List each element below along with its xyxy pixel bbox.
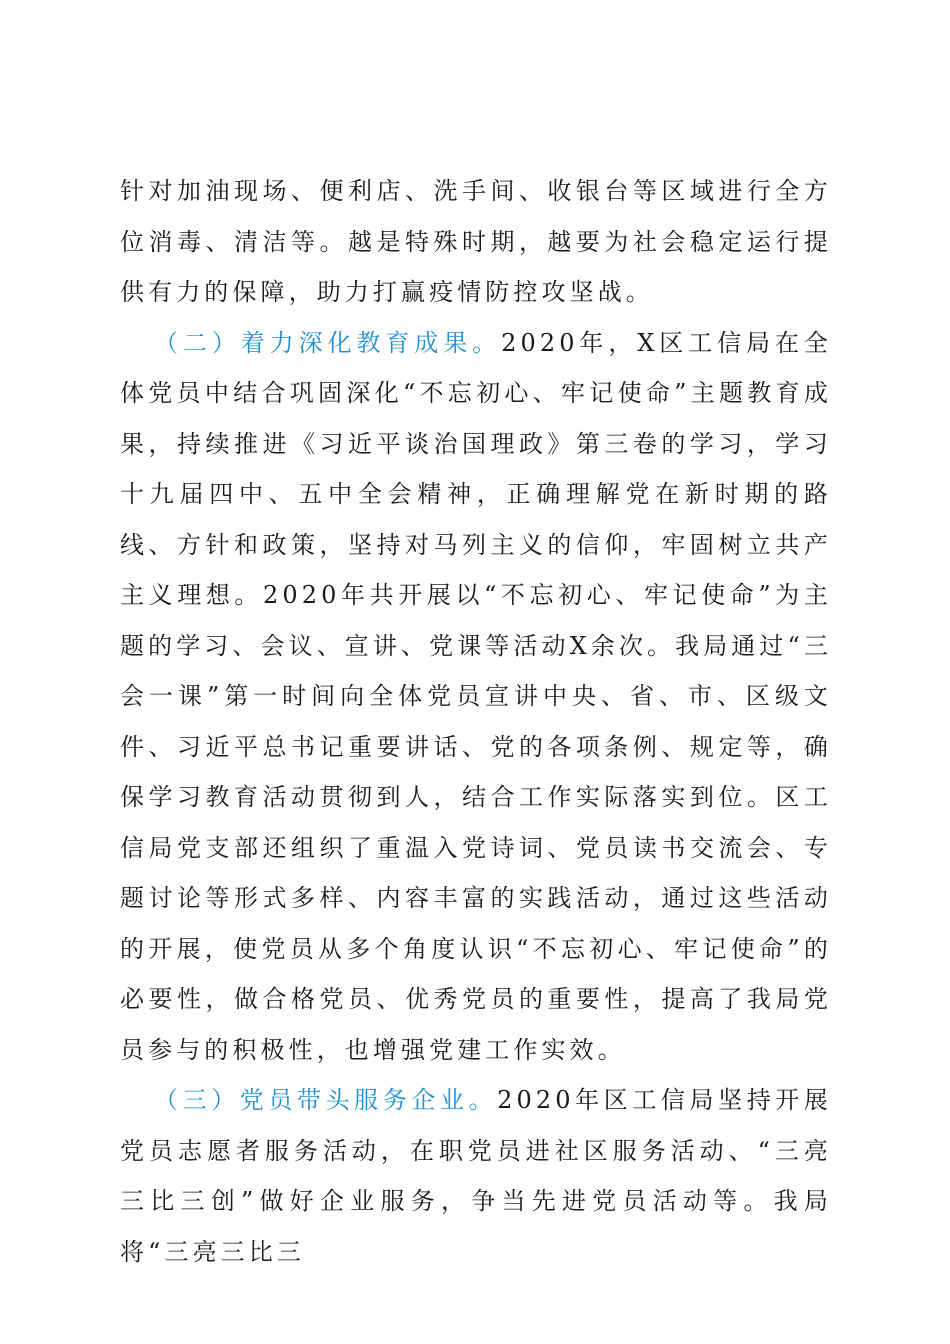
- section-heading: （二）着力深化教育成果。: [154, 328, 502, 357]
- paragraph-text: 2020年，X区工信局在全体党员中结合巩固深化“不忘初心、牢记使命”主题教育成果，持续推进《习近平谈治国理政》第三卷的学习，学习十九届四中、五中全会精神，正确理解党在新时期的路线、方针和政策，坚持对马列主义的信仰，牢固树立共产主义理想。2020年共开展以“不忘初心、牢记使命”为主题的学习、会议、宣讲、党课等活动X余次。我局通过“三会一课”第一时间向全体党员宣讲中央、省、市、区级文件、习近平总书记重要讲话、党的各项条例、规定等，确保学习教育活动贯彻到人，结合工作实际落实到位。区工信局党支部还组织了重温入党诗词、党员读书交流会、专题讨论等形式多样、内容丰富的实践活动，通过这些活动的开展，使党员从多个角度认识“不忘初心、牢记使命”的必要性，做合格党员、优秀党员的重要性，提高了我局党员参与的积极性，也增强党建工作实效。: [120, 328, 832, 1064]
- section-heading: （三）党员带头服务企业。: [154, 1086, 498, 1114]
- paragraph-continuation: [120, 166, 832, 318]
- paragraph-section-2: [120, 318, 832, 1076]
- paragraph-text: 2020年区工信局坚持开展党员志愿者服务活动，在职党员进社区服务活动、“三亮三比三创”做好企业服务，争当先进党员活动等。我局将“三亮三比三: [120, 1086, 832, 1266]
- paragraph-text: 针对加油现场、便利店、洗手间、收银台等区域进行全方位消毒、清洁等。越是特殊时期，越要为社会稳定运行提供有力的保障，助力打赢疫情防控攻坚战。: [120, 177, 832, 306]
- paragraph-section-3: [120, 1075, 832, 1277]
- document-body: [120, 166, 832, 1277]
